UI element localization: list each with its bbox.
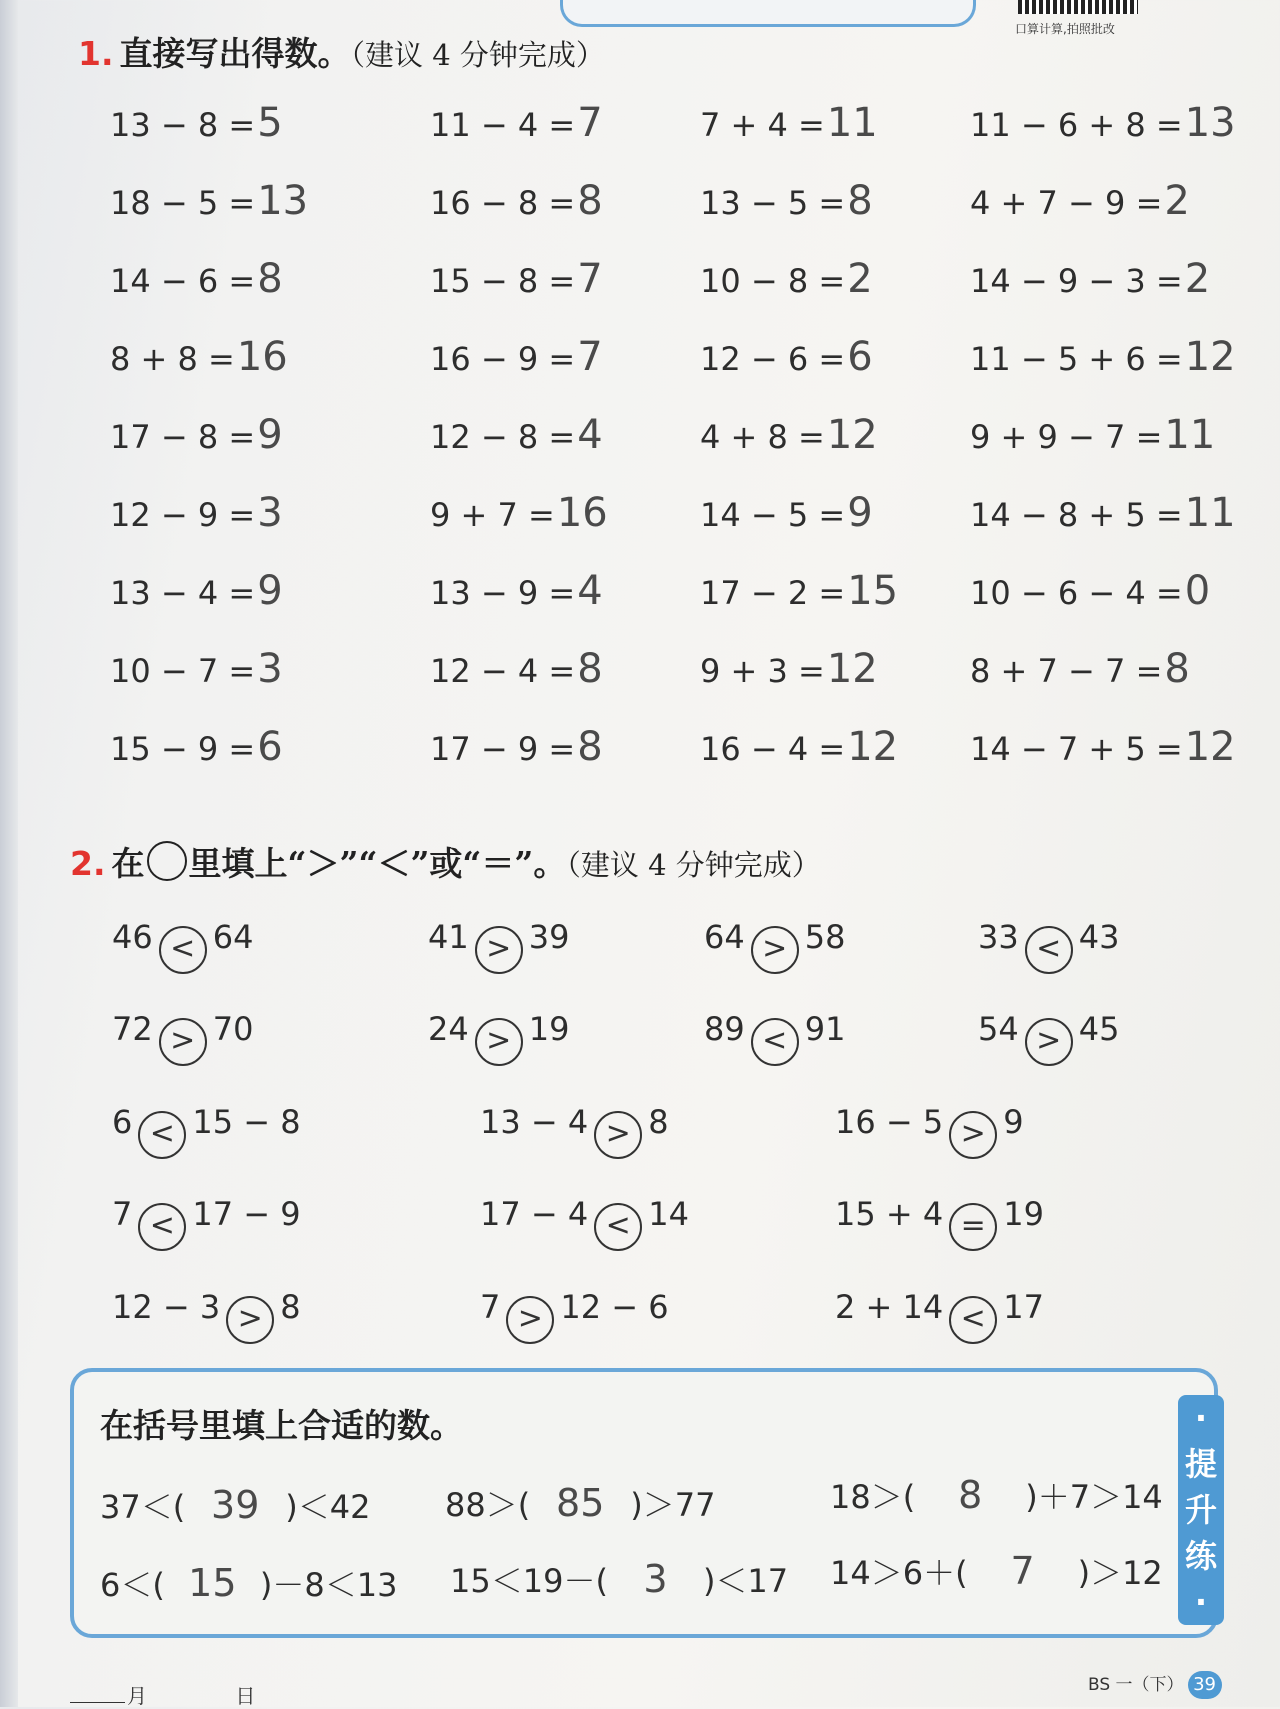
answer-circle[interactable]: > xyxy=(475,926,523,974)
handwritten-answer[interactable]: 15 xyxy=(188,1561,237,1605)
month-label: 月 xyxy=(127,1684,147,1708)
left-expression: 15 + 4 xyxy=(835,1195,944,1233)
comparison-item xyxy=(112,1010,253,1066)
handwritten-answer[interactable]: 13 xyxy=(257,178,309,224)
section1-title-text: 直接写出得数。 xyxy=(119,34,351,73)
comparison-item xyxy=(480,1103,669,1159)
left-expression: 6 xyxy=(112,1103,133,1141)
section2-title-b: 里填上“＞”“＜”或“＝”。 xyxy=(188,844,567,883)
arith-problem xyxy=(970,334,1236,380)
comparison-item xyxy=(978,1010,1119,1066)
handwritten-answer[interactable]: 12 xyxy=(1184,724,1236,770)
answer-circle[interactable]: > xyxy=(949,1111,997,1159)
section2-hint: （建议 4 分钟完成） xyxy=(566,848,821,882)
right-expression: 12 − 6 xyxy=(560,1288,669,1326)
problem-text: 15 − 8 = xyxy=(430,262,576,300)
fill-blank-item xyxy=(445,1480,715,1526)
arith-problem xyxy=(970,412,1215,458)
right-expression: 70 xyxy=(212,1010,254,1048)
left-expression: 13 − 4 xyxy=(480,1103,589,1141)
answer-circle[interactable]: > xyxy=(159,1018,207,1066)
right-expression: 58 xyxy=(804,918,846,956)
problem-text: 14 − 7 + 5 = xyxy=(970,730,1183,768)
answer-circle[interactable]: < xyxy=(138,1111,186,1159)
handwritten-answer[interactable]: 7 xyxy=(1010,1549,1035,1593)
problem-text: 16 − 9 = xyxy=(430,340,576,378)
handwritten-answer[interactable]: 8 xyxy=(257,256,283,302)
problem-text: 8 + 7 − 7 = xyxy=(970,652,1163,690)
arith-problem xyxy=(970,178,1190,224)
problem-text: 10 − 7 = xyxy=(110,652,256,690)
arith-problem xyxy=(970,490,1236,536)
arith-problem xyxy=(430,646,603,692)
page-badge xyxy=(1088,1670,1222,1699)
comparison-item xyxy=(112,1103,301,1159)
section1-number: 1. xyxy=(78,34,114,73)
answer-circle[interactable]: < xyxy=(594,1203,642,1251)
left-expression: 89 xyxy=(704,1010,745,1048)
expression-prefix: 18＞( xyxy=(830,1478,916,1516)
handwritten-answer[interactable]: 39 xyxy=(211,1483,260,1527)
problem-text: 14 − 9 − 3 = xyxy=(970,262,1183,300)
problem-text: 9 + 7 = xyxy=(430,496,555,534)
fill-blank-item xyxy=(100,1560,397,1606)
right-expression: 14 xyxy=(648,1195,689,1233)
right-expression: 45 xyxy=(1078,1010,1120,1048)
handwritten-answer[interactable]: 7 xyxy=(577,334,603,380)
handwritten-answer[interactable]: 4 xyxy=(577,568,603,614)
expression-prefix: 14＞6＋( xyxy=(830,1554,968,1592)
arith-problem xyxy=(700,178,873,224)
page-number: 39 xyxy=(1188,1671,1222,1699)
answer-circle[interactable]: > xyxy=(1025,1018,1073,1066)
section1-hint: （建议 4 分钟完成） xyxy=(350,38,605,72)
comparison-item xyxy=(835,1288,1044,1344)
section2-title-a: 在 xyxy=(111,844,145,883)
fill-blank-item xyxy=(450,1556,788,1602)
comparison-item xyxy=(835,1103,1024,1159)
tab-char: · xyxy=(1194,1583,1208,1621)
fill-blank-item xyxy=(100,1482,370,1528)
answer-circle[interactable]: > xyxy=(475,1018,523,1066)
arith-problem xyxy=(430,490,608,536)
right-expression: 17 xyxy=(1003,1288,1044,1326)
handwritten-answer[interactable]: 16 xyxy=(556,490,608,536)
arith-problem xyxy=(430,412,603,458)
expression-suffix: )＜17 xyxy=(702,1562,789,1600)
problem-text: 14 − 5 = xyxy=(700,496,846,534)
handwritten-answer[interactable]: 11 xyxy=(1184,490,1236,536)
right-expression: 39 xyxy=(528,918,570,956)
handwritten-answer[interactable]: 85 xyxy=(556,1481,605,1525)
qr-code-icon[interactable] xyxy=(1018,0,1138,14)
arith-problem xyxy=(700,724,898,770)
arith-problem xyxy=(700,256,873,302)
tab-char: 升 xyxy=(1184,1491,1217,1529)
expression-suffix: )＞77 xyxy=(630,1486,716,1524)
problem-text: 18 − 5 = xyxy=(110,184,256,222)
problem-text: 12 − 6 = xyxy=(700,340,846,378)
arith-problem xyxy=(970,724,1236,770)
expression-suffix: )＞12 xyxy=(1077,1554,1163,1592)
left-expression: 2 + 14 xyxy=(835,1288,944,1326)
fill-blank-item xyxy=(830,1548,1163,1594)
left-expression: 33 xyxy=(978,918,1019,956)
arith-problem xyxy=(110,256,283,302)
comparison-item xyxy=(480,1288,669,1344)
handwritten-answer[interactable]: 3 xyxy=(257,646,283,692)
arith-problem xyxy=(110,724,283,770)
handwritten-answer[interactable]: 6 xyxy=(847,334,873,380)
tab-char: 练 xyxy=(1184,1537,1217,1575)
left-expression: 7 xyxy=(112,1195,133,1233)
handwritten-answer[interactable]: 12 xyxy=(826,646,878,692)
comparison-item xyxy=(428,918,569,974)
problem-text: 7 + 4 = xyxy=(700,106,825,144)
arith-problem xyxy=(110,646,283,692)
answer-circle[interactable]: < xyxy=(751,1018,799,1066)
problem-text: 4 + 8 = xyxy=(700,418,825,456)
handwritten-answer[interactable]: 2 xyxy=(847,256,873,302)
problem-text: 17 − 2 = xyxy=(700,574,846,612)
handwritten-answer[interactable]: 8 xyxy=(958,1473,983,1517)
section3-title: 在括号里填上合适的数。 xyxy=(100,1406,463,1445)
right-expression: 43 xyxy=(1078,918,1120,956)
section2-title xyxy=(70,838,821,885)
expression-prefix: 88＞( xyxy=(445,1486,531,1524)
section2-number: 2. xyxy=(70,844,106,883)
answer-circle[interactable]: < xyxy=(1025,926,1073,974)
comparison-item xyxy=(704,918,845,974)
handwritten-answer[interactable]: 16 xyxy=(236,334,288,380)
problem-text: 9 + 3 = xyxy=(700,652,825,690)
page-binding-edge xyxy=(0,0,18,1707)
problem-text: 9 + 9 − 7 = xyxy=(970,418,1163,456)
handwritten-answer[interactable]: 12 xyxy=(826,412,878,458)
problem-text: 13 − 9 = xyxy=(430,574,576,612)
left-expression: 72 xyxy=(112,1010,153,1048)
left-expression: 16 − 5 xyxy=(835,1103,944,1141)
arith-problem xyxy=(110,490,283,536)
tab-char: 提 xyxy=(1184,1445,1217,1483)
comparison-item xyxy=(428,1010,569,1066)
handwritten-answer[interactable]: 8 xyxy=(847,178,873,224)
handwritten-answer[interactable]: 4 xyxy=(577,412,603,458)
left-expression: 12 − 3 xyxy=(112,1288,221,1326)
problem-text: 13 − 4 = xyxy=(110,574,256,612)
month-blank[interactable] xyxy=(70,1702,125,1703)
right-expression: 8 xyxy=(280,1288,301,1326)
arith-problem xyxy=(110,178,308,224)
problem-text: 10 − 6 − 4 = xyxy=(970,574,1183,612)
arith-problem xyxy=(700,568,898,614)
arith-problem xyxy=(430,178,603,224)
answer-circle[interactable]: < xyxy=(159,926,207,974)
tab-char: · xyxy=(1194,1399,1208,1437)
arith-problem xyxy=(430,100,603,146)
arith-problem xyxy=(970,568,1210,614)
comparison-item xyxy=(978,918,1119,974)
arith-problem xyxy=(430,724,603,770)
answer-circle[interactable]: > xyxy=(594,1111,642,1159)
arith-problem xyxy=(700,334,873,380)
problem-text: 14 − 6 = xyxy=(110,262,256,300)
handwritten-answer[interactable]: 8 xyxy=(577,724,603,770)
arith-problem xyxy=(700,100,878,146)
arith-problem xyxy=(970,256,1210,302)
left-expression: 41 xyxy=(428,918,469,956)
expression-suffix: )－8＜13 xyxy=(259,1566,398,1604)
problem-text: 11 − 5 + 6 = xyxy=(970,340,1183,378)
arith-problem xyxy=(700,646,878,692)
arith-problem xyxy=(970,100,1236,146)
answer-circle[interactable]: < xyxy=(949,1296,997,1344)
book-label: BS 一（下） xyxy=(1088,1675,1184,1695)
right-expression: 91 xyxy=(804,1010,846,1048)
arith-problem xyxy=(110,100,283,146)
expression-prefix: 37＜( xyxy=(100,1488,186,1526)
right-expression: 64 xyxy=(212,918,254,956)
right-expression: 19 xyxy=(1003,1195,1044,1233)
comparison-item xyxy=(112,918,253,974)
problem-text: 16 − 8 = xyxy=(430,184,576,222)
right-expression: 17 − 9 xyxy=(192,1195,301,1233)
expression-suffix: )＜42 xyxy=(285,1488,371,1526)
handwritten-answer[interactable]: 8 xyxy=(1164,646,1190,692)
left-expression: 24 xyxy=(428,1010,469,1048)
comparison-item xyxy=(112,1195,301,1251)
problem-text: 14 − 8 + 5 = xyxy=(970,496,1183,534)
right-expression: 8 xyxy=(648,1103,669,1141)
right-expression: 19 xyxy=(528,1010,570,1048)
problem-text: 11 − 4 = xyxy=(430,106,576,144)
comparison-item xyxy=(112,1288,301,1344)
comparison-item xyxy=(704,1010,845,1066)
handwritten-answer[interactable]: 9 xyxy=(257,568,283,614)
problem-text: 12 − 4 = xyxy=(430,652,576,690)
left-expression: 46 xyxy=(112,918,153,956)
arith-problem xyxy=(700,490,873,536)
answer-circle[interactable]: = xyxy=(949,1203,997,1251)
handwritten-answer[interactable]: 9 xyxy=(257,412,283,458)
left-expression: 7 xyxy=(480,1288,501,1326)
handwritten-answer[interactable]: 6 xyxy=(257,724,283,770)
qr-caption: 口算计算,拍照批改 xyxy=(1015,22,1115,36)
fill-blank-item xyxy=(830,1472,1163,1518)
problem-text: 16 − 4 = xyxy=(700,730,846,768)
expression-suffix: )＋7＞14 xyxy=(1025,1478,1163,1516)
handwritten-answer[interactable]: 0 xyxy=(1184,568,1211,614)
answer-circle[interactable]: < xyxy=(138,1203,186,1251)
handwritten-answer[interactable]: 12 xyxy=(1184,334,1236,380)
handwritten-answer[interactable]: 5 xyxy=(257,100,283,146)
left-expression: 17 − 4 xyxy=(480,1195,589,1233)
problem-text: 12 − 9 = xyxy=(110,496,256,534)
handwritten-answer[interactable]: 12 xyxy=(847,724,899,770)
expression-prefix: 6＜( xyxy=(100,1566,165,1604)
problem-text: 8 + 8 = xyxy=(110,340,235,378)
handwritten-answer[interactable]: 7 xyxy=(577,100,603,146)
arith-problem xyxy=(430,334,603,380)
handwritten-answer[interactable]: 11 xyxy=(826,100,878,146)
arith-problem xyxy=(430,256,603,302)
problem-text: 10 − 8 = xyxy=(700,262,846,300)
problem-text: 4 + 7 − 9 = xyxy=(970,184,1163,222)
expression-prefix: 15＜19－( xyxy=(450,1562,608,1600)
arith-problem xyxy=(970,646,1190,692)
handwritten-answer[interactable]: 8 xyxy=(577,646,603,692)
day-label: 日 xyxy=(235,1684,256,1708)
problem-text: 17 − 8 = xyxy=(110,418,256,456)
left-expression: 64 xyxy=(704,918,745,956)
header-tab xyxy=(560,0,976,27)
comparison-item xyxy=(480,1195,689,1251)
handwritten-answer[interactable]: 2 xyxy=(1184,256,1211,302)
arith-problem xyxy=(110,568,283,614)
answer-circle[interactable]: > xyxy=(751,926,799,974)
handwritten-answer[interactable]: 15 xyxy=(847,568,899,614)
arith-problem xyxy=(700,412,878,458)
circle-icon xyxy=(147,841,187,881)
arith-problem xyxy=(110,334,288,380)
comparison-item xyxy=(835,1195,1044,1251)
arith-problem xyxy=(110,412,283,458)
handwritten-answer[interactable]: 13 xyxy=(1184,100,1236,146)
right-expression: 15 − 8 xyxy=(192,1103,301,1141)
problem-text: 12 − 8 = xyxy=(430,418,576,456)
right-expression: 9 xyxy=(1003,1103,1024,1141)
answer-circle[interactable]: > xyxy=(506,1296,554,1344)
handwritten-answer[interactable]: 8 xyxy=(577,178,603,224)
handwritten-answer[interactable]: 9 xyxy=(847,490,873,536)
handwritten-answer[interactable]: 2 xyxy=(1164,178,1190,224)
handwritten-answer[interactable]: 7 xyxy=(577,256,603,302)
problem-text: 13 − 5 = xyxy=(700,184,846,222)
section1-title xyxy=(78,28,605,75)
problem-text: 11 − 6 + 8 = xyxy=(970,106,1183,144)
handwritten-answer[interactable]: 3 xyxy=(257,490,283,536)
extension-practice-tab xyxy=(1178,1395,1224,1625)
left-expression: 54 xyxy=(978,1010,1019,1048)
handwritten-answer[interactable]: 3 xyxy=(643,1557,668,1601)
date-field xyxy=(70,1680,255,1709)
problem-text: 17 − 9 = xyxy=(430,730,576,768)
handwritten-answer[interactable]: 11 xyxy=(1164,412,1216,458)
problem-text: 15 − 9 = xyxy=(110,730,256,768)
arith-problem xyxy=(430,568,603,614)
problem-text: 13 − 8 = xyxy=(110,106,256,144)
answer-circle[interactable]: > xyxy=(226,1296,274,1344)
